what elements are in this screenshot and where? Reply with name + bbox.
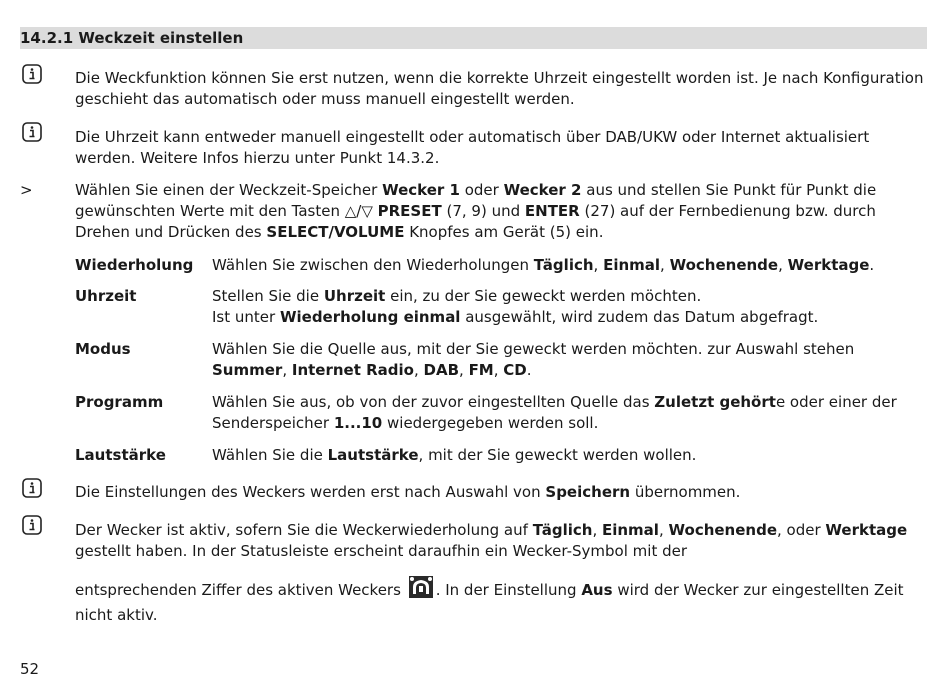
- term-label: Lautstärke: [75, 446, 166, 464]
- term-definition: Stellen Sie die Uhrzeit ein, zu der Sie geweckt werden möchten. Ist unter Wiederholung einmal ausgewählt, wird zudem das Datum abgefragt.: [212, 287, 819, 326]
- section-header: [20, 27, 927, 49]
- info-icon: [22, 478, 42, 504]
- term-label: Uhrzeit: [75, 287, 137, 305]
- alarm-clock-icon: [408, 575, 434, 605]
- step-paragraph: Wählen Sie einen der Weckzeit-Speicher Wecker 1 oder Wecker 2 aus und stellen Sie Punkt für Punkt die gewünschten Werte mit den Tasten △/▽ PRESET (7, 9) und ENTER (27) auf der Fernbedienung bzw. durch Drehen und Drücken des SELECT/VOLUME Knopfes am Gerät (5) ein.: [75, 181, 877, 241]
- info-paragraph-2: Die Uhrzeit kann entweder manuell eingestellt oder automatisch über DAB/UKW oder Internet aktualisiert werden. Weitere Infos hierzu unter Punkt 14.3.2.: [75, 128, 870, 167]
- info-paragraph-3: Die Einstellungen des Weckers werden erst nach Auswahl von Speichern übernommen.: [75, 483, 741, 501]
- section-title: 14.2.1 Weckzeit einstellen: [20, 29, 244, 47]
- info-icon: [22, 64, 42, 90]
- term-label: Modus: [75, 340, 131, 358]
- term-definition: Wählen Sie aus, ob von der zuvor eingestellten Quelle das Zuletzt gehörte oder einer der Senderspeicher 1...10 wiedergegeben werden soll.: [212, 393, 897, 432]
- info-paragraph-1: Die Weckfunktion können Sie erst nutzen, wenn die korrekte Uhrzeit eingestellt worden ist. Je nach Konfiguration geschieht das automatisch oder muss manuell eingestellt werden.: [75, 69, 924, 108]
- term-definition: Wählen Sie zwischen den Wiederholungen Täglich, Einmal, Wochenende, Werktage.: [212, 256, 875, 274]
- term-definition: Wählen Sie die Quelle aus, mit der Sie geweckt werden möchten. zur Auswahl stehen Summer, Internet Radio, DAB, FM, CD.: [212, 340, 855, 379]
- step-marker: >: [20, 181, 33, 199]
- info-icon: [22, 515, 42, 541]
- info-paragraph-4-continued: entsprechenden Ziffer des aktiven Weckers . In der Einstellung Aus wird der Wecker zur eingestellten Zeit nicht aktiv.: [75, 575, 927, 626]
- page-number: 52: [20, 660, 40, 678]
- info-paragraph-4: Der Wecker ist aktiv, sofern Sie die Weckerwiederholung auf Täglich, Einmal, Wochenende, oder Werktage gestellt haben. In der Statusleiste erscheint daraufhin ein Wecker-Symbol mit der: [75, 521, 908, 560]
- term-label: Wiederholung: [75, 256, 194, 274]
- term-label: Programm: [75, 393, 164, 411]
- term-definition: Wählen Sie die Lautstärke, mit der Sie geweckt werden wollen.: [212, 446, 697, 464]
- info-icon: [22, 122, 42, 148]
